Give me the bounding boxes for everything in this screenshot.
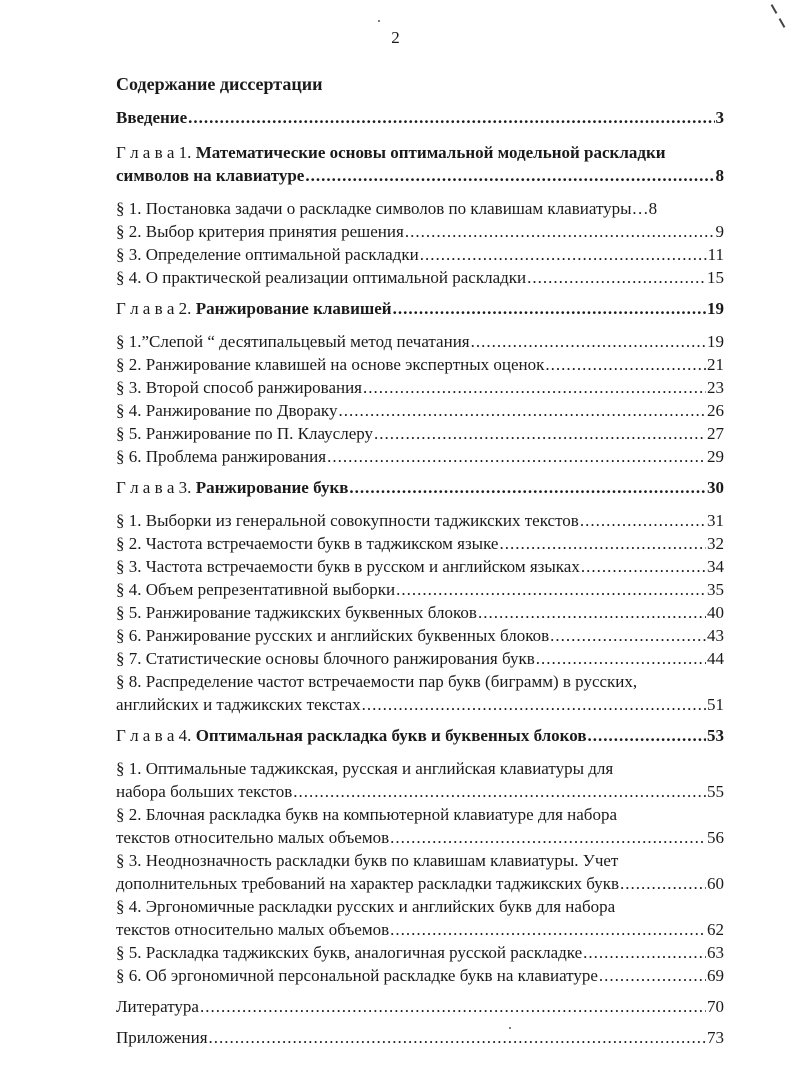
toc-section: § 7. Статистические основы блочного ранжирования букв ..... 44 — [116, 647, 724, 670]
chapter-prefix: Г л а в а 1. — [116, 143, 192, 162]
scan-artifact — [509, 1027, 511, 1029]
toc-page-number: 19 — [707, 299, 724, 318]
toc-section-first-line: § 3. Неоднозначность раскладки букв по клавишам клавиатуры. Учет — [116, 851, 619, 870]
toc-section: текстов относительно малых объемов ..... 56 — [116, 826, 724, 849]
toc-chapter-4 — [116, 724, 724, 747]
toc-section: § 4. Объем репрезентативной выборки ..... 35 — [116, 578, 724, 601]
toc-section: § 5. Раскладка таджикских букв, аналогичная русской раскладке ..... 63 — [116, 941, 724, 964]
toc-leader-dots — [188, 106, 714, 129]
chapter-title: Математические основы оптимальной модельной раскладки — [195, 143, 666, 162]
toc-leader-dots — [305, 164, 714, 187]
toc-entry-literature: Литература ..... 70 — [116, 995, 724, 1018]
toc-chapter-3 — [116, 476, 724, 499]
toc-entry-appendices: Приложения ..... 73 — [116, 1026, 724, 1049]
chapter-title: Оптимальная раскладка букв и буквенных блоков — [195, 726, 587, 745]
toc-section: § 1. Постановка задачи о раскладке символов по клавишам клавиатуры… 8 — [116, 199, 658, 218]
toc-page-number: 30 — [707, 478, 724, 497]
toc-chapter-1 — [116, 141, 724, 187]
toc-section: текстов относительно малых объемов ..... 62 — [116, 918, 724, 941]
toc-section: § 6. Проблема ранжирования ..... 29 — [116, 445, 724, 468]
toc-section: § 4. Ранжирование по Двораку ..... 26 — [116, 399, 724, 422]
toc-section: § 3. Второй способ ранжирования ..... 23 — [116, 376, 724, 399]
toc-section: § 4. О практической реализации оптимальной раскладки ..... 15 — [116, 266, 724, 289]
scan-artifact — [779, 18, 786, 28]
page-number: 2 — [391, 28, 400, 47]
chapter-title: Ранжирование букв — [195, 478, 349, 497]
toc-section: § 5. Ранжирование по П. Клауслеру ..... 27 — [116, 422, 724, 445]
toc-section-first-line: § 8. Распределение частот встречаемости пар букв (биграмм) в русских, — [116, 672, 638, 691]
toc-page-number: 53 — [707, 726, 724, 745]
toc-section: § 2. Ранжирование клавишей на основе экспертных оценок ..... 21 — [116, 353, 724, 376]
document-title: Содержание диссертации — [116, 74, 323, 94]
toc-section-first-line: § 4. Эргономичные раскладки русских и английских букв для набора — [116, 897, 616, 916]
toc-section: § 3. Частота встречаемости букв в русском и английском языках ..... 34 — [116, 555, 724, 578]
toc-section: дополнительных требований на характер раскладки таджикских букв ..... 60 — [116, 872, 724, 895]
toc-section: § 6. Ранжирование русских и английских буквенных блоков ..... 43 — [116, 624, 724, 647]
toc-section: § 1.”Слепой “ десятипальцевый метод печатания ..... 19 — [116, 330, 724, 353]
toc-section: § 5. Ранжирование таджикских буквенных блоков ..... 40 — [116, 601, 724, 624]
toc-section: § 3. Определение оптимальной раскладки ..... 11 — [116, 243, 724, 266]
chapter-prefix: Г л а в а 2. — [116, 299, 192, 318]
table-of-contents — [116, 106, 724, 1049]
scan-artifact — [378, 20, 380, 22]
toc-page-number: 3 — [715, 108, 724, 127]
toc-section: § 6. Об эргономичной персональной раскладке букв на клавиатуре ..... 69 — [116, 964, 724, 987]
toc-entry-introduction — [116, 106, 724, 129]
toc-section: § 2. Частота встречаемости букв в таджикском языке ..... 32 — [116, 532, 724, 555]
chapter-title-continued: символов на клавиатуре — [116, 166, 305, 185]
chapter-title: Ранжирование клавишей — [195, 299, 392, 318]
toc-section: § 1. Выборки из генеральной совокупности таджикских текстов ..... 31 — [116, 509, 724, 532]
toc-section: набора больших текстов ..... 55 — [116, 780, 724, 803]
toc-section: § 2. Выбор критерия принятия решения ..... 9 — [116, 220, 724, 243]
toc-chapter-2 — [116, 297, 724, 320]
toc-label: Введение — [116, 108, 188, 127]
chapter-prefix: Г л а в а 3. — [116, 478, 192, 497]
toc-section-first-line: § 2. Блочная раскладка букв на компьютерной клавиатуре для набора — [116, 805, 617, 824]
toc-section: английских и таджикских текстах ..... 51 — [116, 693, 724, 716]
toc-page-number: 8 — [715, 166, 724, 185]
chapter-prefix: Г л а в а 4. — [116, 726, 192, 745]
toc-section-first-line: § 1. Оптимальные таджикская, русская и английская клавиатуры для — [116, 759, 614, 778]
scan-artifact — [771, 4, 778, 14]
